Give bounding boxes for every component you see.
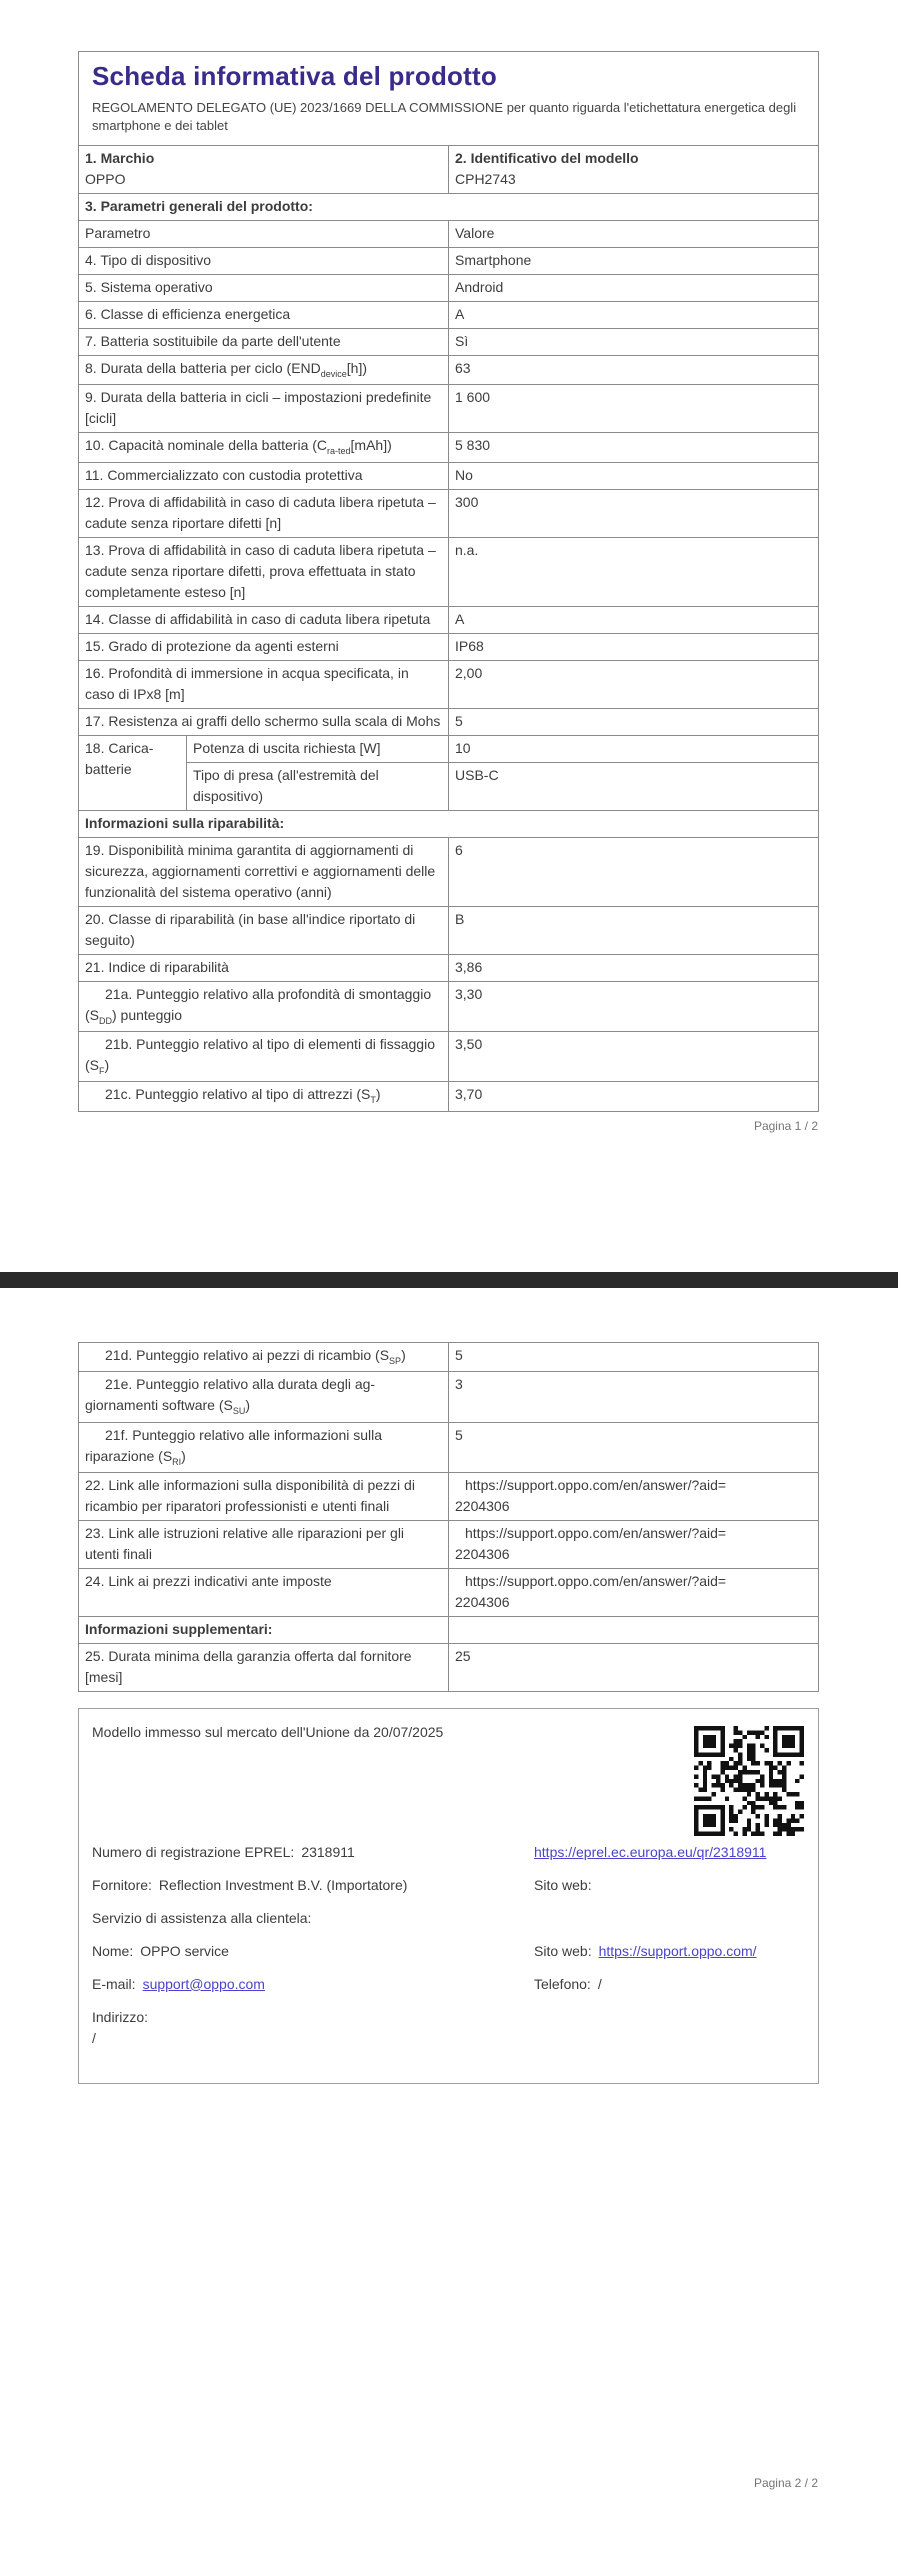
page-1 [78, 51, 819, 1133]
section-row-repairability [79, 811, 818, 838]
product-table-continued [78, 1342, 819, 1692]
qr-code [694, 1726, 804, 1836]
param-label: 8. Durata della batteria per ciclo $(END_{device}[h])$ [79, 356, 449, 384]
table-row [79, 907, 818, 955]
supplier-value: Reflection Investment B.V. (Importatore) [158, 1876, 408, 1893]
param-value: A [455, 610, 465, 627]
regulation-subtitle: REGOLAMENTO DELEGATO (UE) 2023/1669 DELLA COMMISSIONE per quanto riguarda l'etichettatura energetica degli smartphone e dei tablet [92, 100, 797, 133]
param-value: 300 [455, 493, 479, 510]
param-value: 63 [455, 360, 471, 377]
param-value: B [455, 910, 465, 927]
param-label: 21c. Punteggio relativo al tipo di attrezzi $(S_T)$ [79, 1082, 449, 1110]
table-row [79, 356, 818, 385]
param-label: 11. Commercializzato con custodia protettiva [79, 463, 449, 489]
param-label: 14. Classe di affidabilità in caso di caduta libera ripetuta [79, 607, 449, 633]
param-label: 16. Profondità di immersione in acqua specificata, in caso di IPx8 [m] [79, 661, 449, 708]
param-value [449, 1521, 818, 1568]
table-row [79, 1521, 818, 1569]
empty-cell [449, 1617, 818, 1643]
param-label: 5. Sistema operativo [79, 275, 449, 301]
param-value: 3,86 [455, 958, 483, 975]
param-value: USB-C [455, 766, 499, 783]
param-label: 21f. Punteggio relativo alle informazioni sulla riparazione $(S_{RI})$ [79, 1423, 449, 1472]
param-value: 3 [455, 1376, 463, 1393]
param-label: 13. Prova di affidabilità in caso di caduta libera ripetuta – cadute senza riportare difetti, prova effettuata in stato completamente esteso [n] [79, 538, 449, 606]
param-label: Potenza di uscita richiesta [W] [187, 736, 449, 762]
param-label: 17. Resistenza ai graffi dello schermo sulla scala di Mohs [79, 709, 449, 735]
param-value: A [455, 306, 465, 323]
brand-value: OPPO [85, 171, 126, 188]
table-row [79, 838, 818, 907]
param-label: 22. Link alle informazioni sulla disponibilità di pezzi di ricambio per riparatori professionisti e utenti finali [79, 1473, 449, 1520]
param-value: 3,30 [455, 985, 483, 1002]
title-box [78, 51, 819, 146]
email [92, 1974, 534, 1995]
model-label: 2. Identificativo del modello [455, 150, 639, 167]
service-name [92, 1941, 534, 1962]
page-2 [78, 1342, 819, 2084]
table-row [79, 463, 818, 490]
table-row [79, 982, 818, 1032]
eprel-value: 2318911 [301, 1843, 355, 1860]
supplier [92, 1875, 534, 1896]
param-label: 21d. Punteggio relativo ai pezzi di ricambio $(S_{SP})$ [79, 1343, 449, 1371]
siteweb-cell [534, 1875, 805, 1896]
page-number: Pagina 1 / 2 [753, 1118, 818, 1133]
param-value: 5 [455, 1426, 463, 1443]
param-value: Sì [455, 333, 469, 350]
param-value [449, 1473, 818, 1520]
document-title: Scheda informativa del prodotto [92, 61, 497, 91]
table-row [79, 248, 818, 275]
repair-instructions-url: https://support.oppo.com/en/answer/?aid=​2204306 [455, 1524, 727, 1562]
phone-value: / [597, 1975, 602, 1992]
table-header-row [79, 221, 818, 248]
table-row [79, 1569, 818, 1617]
section-header: 3. Parametri generali del prodotto: [85, 198, 313, 215]
address-label: Indirizzo: [92, 2008, 149, 2025]
table-row [79, 634, 818, 661]
email-label: E-mail: [92, 1975, 136, 1992]
table-row [79, 275, 818, 302]
product-table [78, 146, 819, 1111]
page-separator [0, 1272, 898, 1288]
param-value: n.a. [455, 541, 479, 558]
table-row [187, 763, 818, 810]
brand-cell [79, 146, 449, 193]
charger-row [79, 736, 818, 811]
service-header-row [92, 1908, 805, 1929]
table-row-brand-model [79, 146, 818, 194]
param-label: 21b. Punteggio relativo al tipo di elementi di fissaggio $(S_F)$ [79, 1032, 449, 1081]
param-value: 3,50 [455, 1035, 483, 1052]
table-row [79, 385, 818, 433]
param-label: 24. Link ai prezzi indicativi ante imposte [79, 1569, 449, 1616]
param-label: Tipo di presa (all'estremità del dispositivo) [187, 763, 449, 810]
charger-subtable [187, 736, 818, 810]
column-header-value: Valore [455, 225, 495, 242]
section-row-supplementary [79, 1617, 818, 1644]
siteweb2-cell [534, 1941, 805, 1962]
param-value: Android [455, 279, 504, 296]
model-value: CPH2743 [455, 171, 516, 188]
param-label: 12. Prova di affidabilità in caso di caduta libera ripetuta – cadute senza riportare difetti [n] [79, 490, 449, 537]
param-label: 10. Capacità nominale della batteria $(C_{ra-ted}[mAh])$ [79, 433, 449, 461]
param-value: 1 600 [455, 389, 491, 406]
name-label: Nome: [92, 1942, 134, 1959]
market-info-box [78, 1708, 819, 2084]
table-row [79, 433, 818, 462]
customer-service-header: Servizio di assistenza alla clientela: [92, 1909, 312, 1926]
table-row [79, 955, 818, 982]
market-entry-text: Modello immesso sul mercato dell'Unione da 20/07/2025 [92, 1723, 444, 1740]
supplier-row [92, 1875, 805, 1896]
table-row [79, 1032, 818, 1082]
email-link[interactable]: support@oppo.com [142, 1975, 265, 1992]
table-row [79, 329, 818, 356]
table-row [79, 1423, 818, 1473]
param-label: 6. Classe di efficienza energetica [79, 302, 449, 328]
phone-cell [534, 1974, 805, 1995]
param-value: 25 [455, 1647, 471, 1664]
param-label: 21a. Punteggio relativo alla profondità di smontaggio $(S_{DD})$ punteggio [79, 982, 449, 1031]
eprel-row [92, 1842, 805, 1863]
section-row-general [79, 194, 818, 221]
param-value: 5 830 [455, 437, 491, 454]
column-header-param: Parametro [79, 221, 449, 247]
table-row [79, 1343, 818, 1372]
param-value [449, 1569, 818, 1616]
address-value-row [92, 2028, 805, 2049]
phone-label: Telefono: [534, 1975, 591, 1992]
param-label: 7. Batteria sostituibile da parte dell'utente [79, 329, 449, 355]
param-label: 21. Indice di riparabilità [79, 955, 449, 981]
charger-label-cell: 18. Carica-batterie [79, 736, 187, 810]
siteweb2-label: Sito web: [534, 1942, 592, 1959]
param-label: 23. Link alle istruzioni relative alle riparazioni per gli utenti finali [79, 1521, 449, 1568]
param-value: IP68 [455, 637, 484, 654]
eprel-label: Numero di registrazione EPREL: [92, 1843, 295, 1860]
param-label: 19. Disponibilità minima garantita di aggiornamenti di sicurezza, aggiornamenti correttivi e aggiornamenti delle funzionalità del sistema operativo (anni) [79, 838, 449, 906]
table-row [79, 607, 818, 634]
eprel-registration [92, 1842, 534, 1863]
support-website-link[interactable]: https://support.oppo.com/ [598, 1942, 757, 1959]
param-value: 6 [455, 841, 463, 858]
param-label: 9. Durata della batteria in cicli – impostazioni predefinite [cicli] [79, 385, 449, 432]
address-value: / [92, 2029, 96, 2046]
param-label: 20. Classe di riparabilità (in base all'indice riportato di seguito) [79, 907, 449, 954]
siteweb-label: Sito web: [534, 1876, 592, 1893]
param-value: 5 [455, 1347, 463, 1363]
table-row [79, 490, 818, 538]
service-name-row [92, 1941, 805, 1962]
name-value: OPPO service [140, 1942, 229, 1959]
table-row [79, 538, 818, 607]
table-row [187, 736, 818, 763]
param-value: 2,00 [455, 664, 483, 681]
param-label: 15. Grado di protezione da agenti esterni [79, 634, 449, 660]
param-value: 5 [455, 712, 463, 729]
address-row [92, 2007, 805, 2028]
eprel-link[interactable]: https://eprel.ec.europa.eu/qr/23​18911 [534, 1843, 767, 1860]
supplier-label: Fornitore: [92, 1876, 152, 1893]
table-row [79, 1473, 818, 1521]
param-label: 4. Tipo di dispositivo [79, 248, 449, 274]
contact-grid [92, 1842, 805, 2049]
email-row [92, 1974, 805, 1995]
param-value: 3,70 [455, 1086, 483, 1103]
param-value: 10 [455, 739, 471, 756]
prices-url: https://support.oppo.com/en/answer/?aid=​2204306 [455, 1572, 727, 1610]
param-value: Smartphone [455, 252, 532, 269]
table-row [79, 661, 818, 709]
eprel-link-cell [534, 1842, 805, 1863]
section-header: Informazioni supplementari: [79, 1617, 449, 1643]
table-row [79, 302, 818, 329]
spare-parts-url: https://support.oppo.com/en/answer/?aid=​2204306 [455, 1476, 727, 1514]
table-row [79, 709, 818, 736]
table-row [79, 1372, 818, 1422]
param-label: 21e. Punteggio relativo alla durata degli aggiornamenti software $(S_{SU})$ [79, 1372, 449, 1421]
table-row [79, 1644, 818, 1691]
param-label: 25. Durata minima della garanzia offerta dal fornitore [mesi] [79, 1644, 449, 1691]
section-header: Informazioni sulla riparabilità: [85, 814, 285, 831]
brand-label: 1. Marchio [85, 150, 155, 167]
model-cell [449, 146, 818, 193]
page-number: Pagina 2 / 2 [753, 2476, 818, 2490]
table-row [79, 1082, 818, 1110]
param-value: No [455, 466, 473, 483]
